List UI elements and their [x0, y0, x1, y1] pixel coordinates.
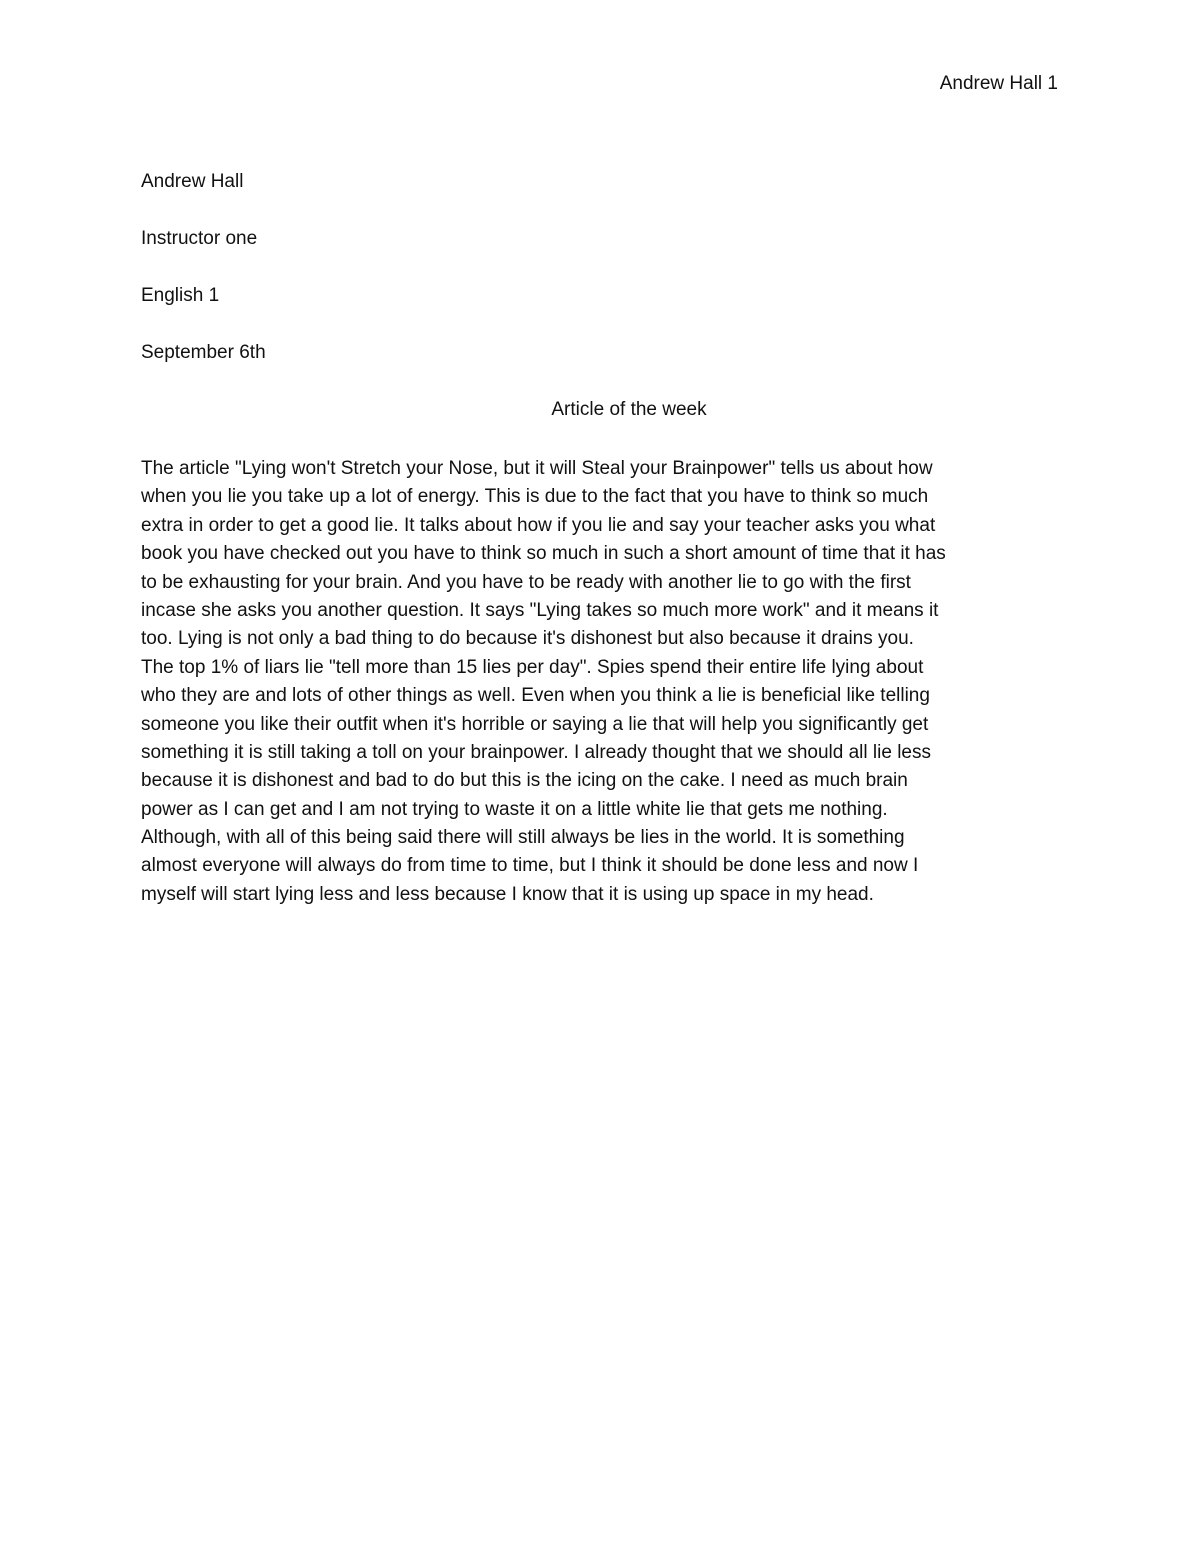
document-title: Article of the week: [551, 399, 707, 420]
body-line: because it is dishonest and bad to do but this is the icing on the cake. I need as much brain: [141, 770, 908, 792]
body-line: almost everyone will always do from time to time, but I think it should be done less and now I: [141, 855, 919, 877]
body-line: power as I can get and I am not trying to waste it on a little white lie that gets me nothing.: [141, 798, 888, 820]
body-paragraph: [141, 455, 1061, 909]
body-line: The article "Lying won't Stretch your Nose, but it will Steal your Brainpower" tells us about how: [141, 458, 933, 479]
instructor-name: Instructor one: [141, 228, 258, 249]
body-line: The top 1% of liars lie "tell more than 15 lies per day". Spies spend their entire life lying about: [141, 656, 924, 678]
body-line: incase she asks you another question. It says "Lying takes so much more work" and it means it: [141, 599, 939, 621]
body-line: something it is still taking a toll on your brainpower. I already thought that we should all lie less: [141, 741, 931, 763]
body-line: book you have checked out you have to think so much in such a short amount of time that it has: [141, 543, 946, 565]
body-line: Although, with all of this being said there will still always be lies in the world. It is something: [141, 827, 905, 849]
assignment-date: September 6th: [141, 342, 266, 363]
body-line: someone you like their outfit when it's horrible or saying a lie that will help you significantly get: [141, 713, 929, 735]
mla-heading-block: [141, 170, 1061, 398]
body-line: who they are and lots of other things as well. Even when you think a lie is beneficial like telling: [141, 685, 930, 707]
course-name: English 1: [141, 285, 220, 306]
student-name: Andrew Hall: [141, 171, 244, 192]
body-line: extra in order to get a good lie. It talks about how if you lie and say your teacher asks you what: [141, 514, 936, 536]
running-header: Andrew Hall 1: [939, 73, 1058, 94]
body-line: when you lie you take up a lot of energy. This is due to the fact that you have to think so much: [141, 486, 929, 508]
body-line: too. Lying is not only a bad thing to do because it's dishonest but also because it drains you.: [141, 628, 914, 650]
body-line: to be exhausting for your brain. And you have to be ready with another lie to go with the first: [141, 571, 911, 593]
body-line: myself will start lying less and less because I know that it is using up space in my head.: [141, 883, 874, 905]
